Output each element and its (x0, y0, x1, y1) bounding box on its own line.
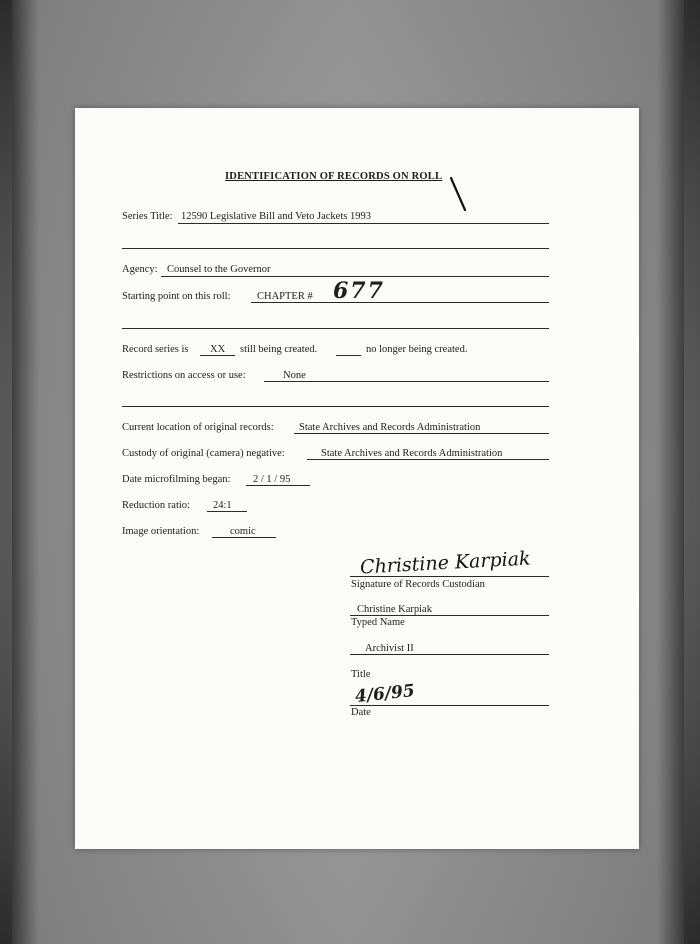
typed-name-value: Christine Karpiak (357, 604, 432, 615)
agency-line (161, 276, 549, 277)
restrictions-value: None (283, 370, 306, 381)
starting-point-line-2 (122, 328, 549, 329)
date-line (350, 705, 549, 706)
form-heading: IDENTIFICATION OF RECORDS ON ROLL (225, 171, 443, 182)
restrictions-line (264, 381, 549, 382)
date-began-line (246, 485, 310, 486)
signature-label: Signature of Records Custodian (351, 579, 485, 590)
date-began-value: 2 / 1 / 95 (253, 474, 291, 485)
record-series-blank-2 (336, 355, 361, 356)
record-series-mark: XX (210, 344, 226, 355)
record-series-blank-1 (200, 355, 235, 356)
agency-label: Agency: (122, 264, 158, 275)
orientation-value: comic (230, 526, 256, 537)
custodian-signature: Christine Karpiak (359, 547, 532, 579)
series-title-line (178, 223, 549, 224)
date-began-label: Date microfilming began: (122, 474, 231, 485)
restrictions-line-2 (122, 406, 549, 407)
typed-name-line (350, 615, 549, 616)
handwritten-date: 4/6/95 (354, 680, 416, 708)
custody-value: State Archives and Records Administration (321, 448, 503, 459)
title-label: Title (351, 669, 371, 680)
agency-value: Counsel to the Governor (167, 264, 271, 275)
current-location-line (294, 433, 549, 434)
starting-point-value: CHAPTER # (257, 291, 313, 302)
starting-point-number: 677 (333, 278, 385, 304)
signature-line (350, 576, 549, 577)
starting-point-line (251, 302, 549, 303)
series-title-line-2 (122, 248, 549, 249)
date-label: Date (351, 707, 371, 718)
custody-label: Custody of original (camera) negative: (122, 448, 285, 459)
restrictions-label: Restrictions on access or use: (122, 370, 246, 381)
still-being-created-text: still being created. (240, 344, 318, 355)
orientation-label: Image orientation: (122, 526, 200, 537)
title-value: Archivist II (365, 643, 414, 654)
form-page (75, 108, 639, 849)
starting-point-label: Starting point on this roll: (122, 291, 231, 302)
current-location-value: State Archives and Records Administration (299, 422, 481, 433)
pen-stroke-mark (447, 174, 469, 214)
record-series-label: Record series is (122, 344, 189, 355)
typed-name-label: Typed Name (351, 617, 405, 628)
current-location-label: Current location of original records: (122, 422, 274, 433)
series-title-label: Series Title: (122, 211, 173, 222)
no-longer-being-created-text: no longer being created. (366, 344, 468, 355)
reduction-label: Reduction ratio: (122, 500, 190, 511)
custody-line (307, 459, 549, 460)
orientation-line (212, 537, 276, 538)
title-value-line (350, 654, 549, 655)
reduction-line (207, 511, 247, 512)
reduction-value: 24:1 (213, 500, 232, 511)
series-title-value: 12590 Legislative Bill and Veto Jackets 1993 (181, 211, 371, 222)
